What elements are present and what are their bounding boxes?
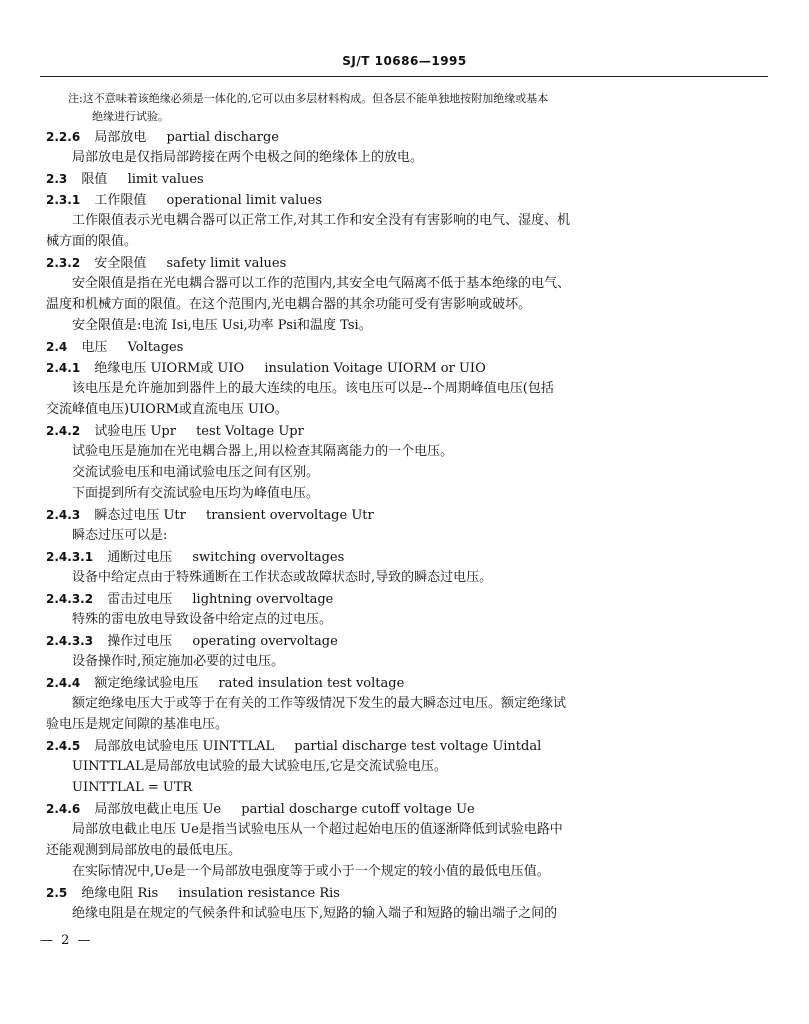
section-title: 限值 xyxy=(81,172,108,187)
paragraph: 设备中给定点由于特殊通断在工作状态或故障状态时,导致的瞬态过电压。 xyxy=(72,570,493,585)
section-title-en: limit values xyxy=(127,172,204,187)
section-title: 工作限值 xyxy=(94,193,147,208)
section-2-4-3-heading xyxy=(46,506,374,525)
section-number: 2.3.2 xyxy=(46,256,81,270)
section-number: 2.4.5 xyxy=(46,739,81,753)
section-title-en: operational limit values xyxy=(166,193,323,208)
section-2-4-heading xyxy=(46,338,183,357)
section-number: 2.2.6 xyxy=(46,130,81,144)
page-number: — 2 — xyxy=(40,933,93,948)
paragraph: 交流试验电压和电涌试验电压之间有区别。 xyxy=(72,465,320,480)
section-number: 2.4.6 xyxy=(46,802,81,816)
paragraph: 试验电压是施加在光电耦合器上,用以检查其隔离能力的一个电压。 xyxy=(72,444,454,459)
section-number: 2.4.3.1 xyxy=(46,550,94,564)
section-title: 局部放电截止电压 Ue xyxy=(94,802,222,817)
paragraph: 设备操作时,预定施加必要的过电压。 xyxy=(72,654,285,669)
section-title: 操作过电压 xyxy=(107,634,173,649)
section-2-4-3-2-heading xyxy=(46,590,333,609)
section-title-en: operating overvoltage xyxy=(192,634,338,649)
section-number: 2.4 xyxy=(46,340,68,354)
section-title-en: partial doscharge cutoff voltage Ue xyxy=(241,802,475,817)
section-number: 2.4.3.2 xyxy=(46,592,94,606)
note-line-2: 绝缘进行试验。 xyxy=(92,110,169,123)
section-title-en: insulation resistance Ris xyxy=(178,886,340,901)
paragraph: 特殊的雷电放电导致设备中给定点的过电压。 xyxy=(72,612,333,627)
paragraph: 温度和机械方面的限值。在这个范围内,光电耦合器的其余功能可受有害影响或破坏。 xyxy=(46,297,532,312)
section-2-3-1-heading xyxy=(46,191,322,210)
paragraph: 还能观测到局部放电的最低电压。 xyxy=(46,843,242,858)
section-number: 2.4.3.3 xyxy=(46,634,94,648)
paragraph: 交流峰值电压)UIORM或直流电压 UIO。 xyxy=(46,402,288,417)
section-2-3-2-heading xyxy=(46,254,286,273)
section-number: 2.4.2 xyxy=(46,424,81,438)
section-title: 瞬态过电压 Utr xyxy=(94,508,186,523)
section-title-en: rated insulation test voltage xyxy=(218,676,405,691)
section-title: 额定绝缘试验电压 xyxy=(94,676,199,691)
section-2-4-3-1-heading xyxy=(46,548,344,567)
section-title: 局部放电 xyxy=(94,130,147,145)
section-2-3-heading xyxy=(46,170,204,189)
section-title-en: test Voltage Upr xyxy=(196,424,304,439)
section-2-2-6-heading xyxy=(46,128,279,147)
section-title-en: lightning overvoltage xyxy=(192,592,334,607)
section-title-en: insulation Voitage UIORM or UIO xyxy=(264,361,486,376)
section-title: 安全限值 xyxy=(94,256,147,271)
section-2-4-5-heading xyxy=(46,737,541,756)
section-title: 局部放电试验电压 UINTTLAL xyxy=(94,739,275,754)
section-2-5-heading xyxy=(46,884,340,903)
section-number: 2.3 xyxy=(46,172,68,186)
paragraph: 局部放电是仅指局部跨接在两个电极之间的绝缘体上的放电。 xyxy=(72,150,424,165)
paragraph: 在实际情况中,Ue是一个局部放电强度等于或小于一个规定的较小值的最低电压值。 xyxy=(72,864,550,879)
section-2-4-3-3-heading xyxy=(46,632,338,651)
paragraph: 局部放电截止电压 Ue是指当试验电压从一个超过起始电压的值逐渐降低到试验电路中 xyxy=(72,822,563,837)
section-title: 雷击过电压 xyxy=(107,592,173,607)
section-2-4-4-heading xyxy=(46,674,404,693)
section-title-en: safety limit values xyxy=(166,256,287,271)
section-number: 2.3.1 xyxy=(46,193,81,207)
paragraph: 瞬态过压可以是: xyxy=(72,528,168,543)
section-title: 试验电压 Upr xyxy=(94,424,176,439)
section-number: 2.4.4 xyxy=(46,676,81,690)
paragraph: 绝缘电阻是在规定的气候条件和试验电压下,短路的输入端子和短路的输出端子之间的 xyxy=(72,906,558,921)
section-2-4-6-heading xyxy=(46,800,475,819)
section-title-en: switching overvoltages xyxy=(192,550,345,565)
section-number: 2.5 xyxy=(46,886,68,900)
section-number: 2.4.3 xyxy=(46,508,81,522)
note-line-1: 注:这不意味着该绝缘必须是一体化的,它可以由多层材料构成。但各层不能单独地按附加绝缘或基本 xyxy=(68,92,549,105)
paragraph: 工作限值表示光电耦合器可以正常工作,对其工作和安全没有有害影响的电气、湿度、机 xyxy=(72,213,571,228)
paragraph: 额定绝缘电压大于或等于在有关的工作等级情况下发生的最大瞬态过电压。额定绝缘试 xyxy=(72,696,567,711)
paragraph: 验电压是规定间隙的基准电压。 xyxy=(46,717,229,732)
section-2-4-1-heading xyxy=(46,359,486,378)
header-rule xyxy=(40,76,768,77)
standard-header: SJ/T 10686—1995 xyxy=(342,54,467,68)
paragraph: 安全限值是:电流 Isi,电压 Usi,功率 Psi和温度 Tsi。 xyxy=(72,318,372,333)
paragraph: 下面提到所有交流试验电压均为峰值电压。 xyxy=(72,486,320,501)
paragraph: UINTTLAL是局部放电试验的最大试验电压,它是交流试验电压。 xyxy=(72,759,447,774)
section-title-en: Voltages xyxy=(127,340,184,355)
section-title: 绝缘电压 UIORM或 UIO xyxy=(94,361,245,376)
formula: UINTTLAL = UTR xyxy=(72,780,193,795)
section-title: 绝缘电阻 Ris xyxy=(81,886,159,901)
paragraph: 该电压是允许施加到器件上的最大连续的电压。该电压可以是--个周期峰值电压(包括 xyxy=(72,381,554,396)
section-2-4-2-heading xyxy=(46,422,304,441)
section-title-en: transient overvoltage Utr xyxy=(205,508,374,523)
section-title-en: partial discharge xyxy=(166,130,279,145)
section-title: 电压 xyxy=(81,340,108,355)
paragraph: 械方面的限值。 xyxy=(46,234,138,249)
paragraph: 安全限值是指在光电耦合器可以工作的范围内,其安全电气隔离不低于基本绝缘的电气、 xyxy=(72,276,571,291)
section-title-en: partial discharge test voltage Uintdal xyxy=(294,739,542,754)
section-number: 2.4.1 xyxy=(46,361,81,375)
section-title: 通断过电压 xyxy=(107,550,173,565)
